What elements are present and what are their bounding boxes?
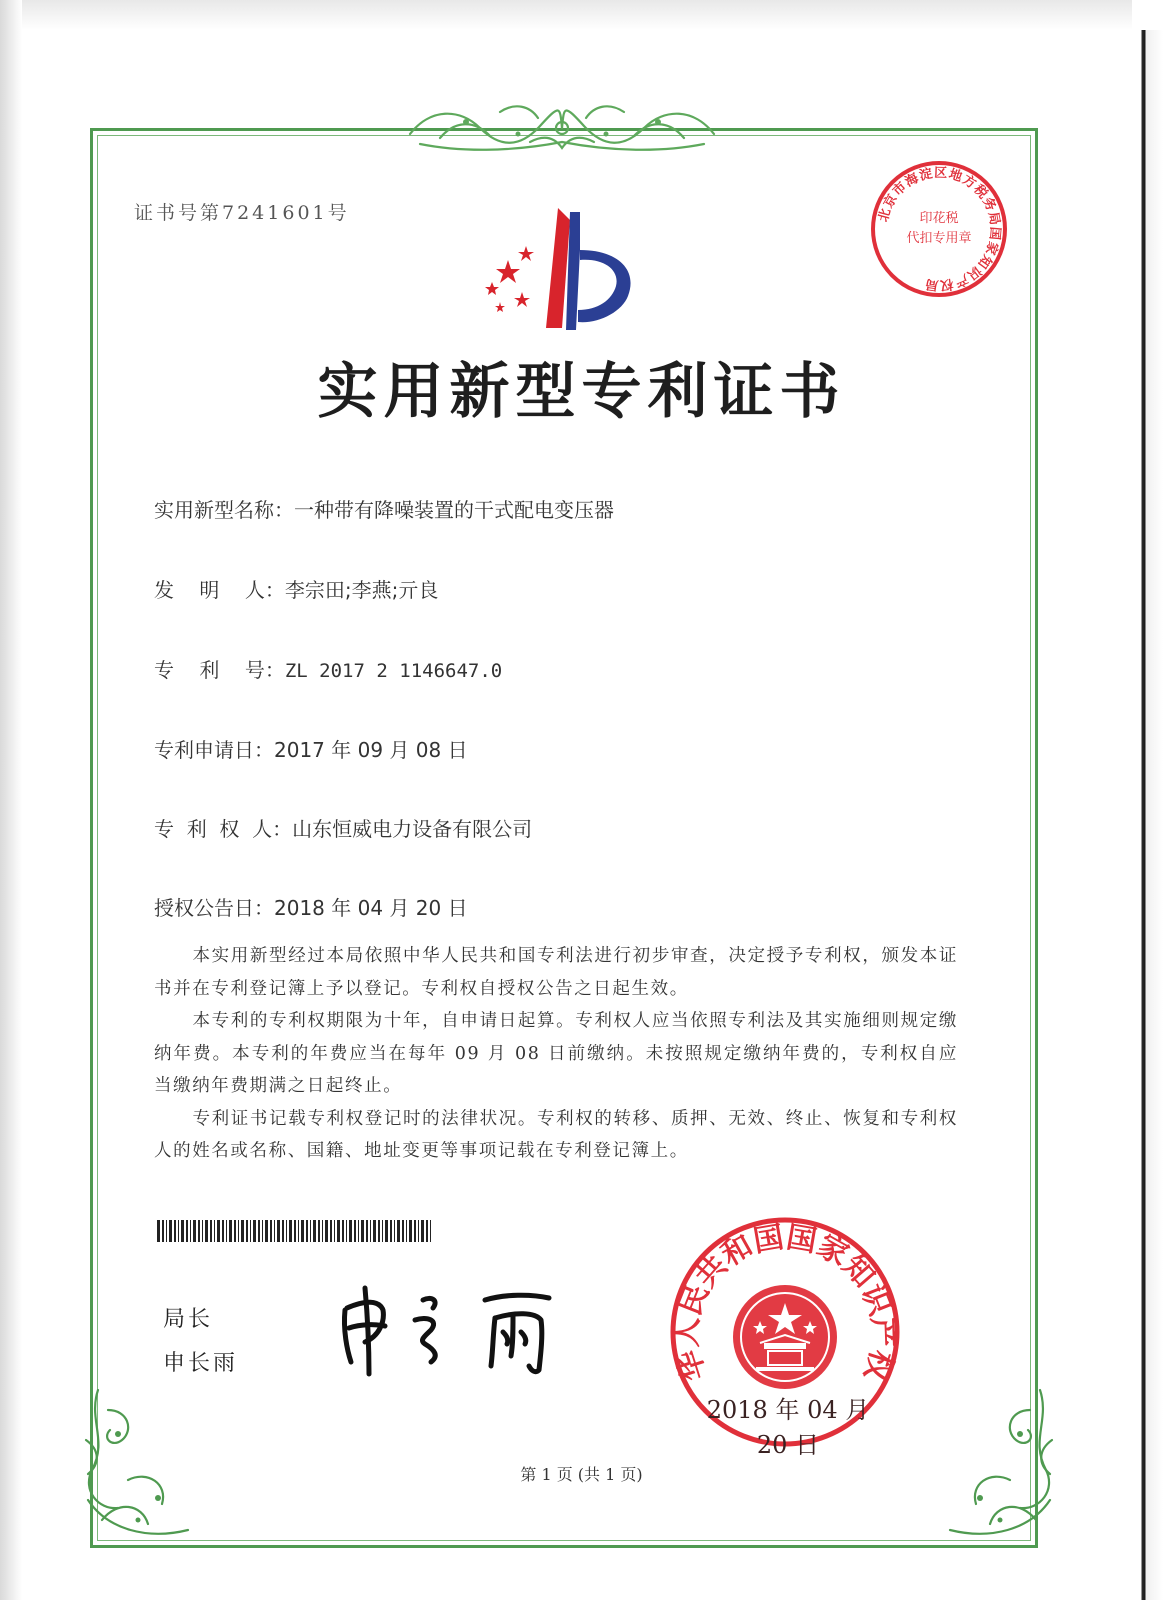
field-grant-announcement-date bbox=[154, 892, 468, 921]
barcode-bar bbox=[193, 1220, 196, 1242]
barcode-bar bbox=[214, 1220, 215, 1242]
field-label: 专 利 权 人： bbox=[154, 817, 293, 841]
barcode-bar bbox=[238, 1220, 239, 1242]
barcode-bar bbox=[169, 1220, 172, 1242]
barcode-bar bbox=[373, 1220, 376, 1242]
barcode-bar bbox=[178, 1220, 179, 1242]
barcode-bar bbox=[198, 1220, 200, 1242]
barcode-bar bbox=[157, 1220, 160, 1242]
barcode-bar bbox=[277, 1220, 280, 1242]
field-patentee bbox=[154, 813, 532, 842]
field-application-date bbox=[154, 734, 468, 763]
body-paragraph: 本专利的专利权期限为十年，自申请日起算。专利权人应当依照专利法及其实施细则规定缴纳年费。本专利的年费应当在每年 09 月 08 日前缴纳。未按照规定缴纳年费的，专利权自应当缴纳年费期满之日起终止。 bbox=[154, 1011, 958, 1096]
barcode-bar bbox=[202, 1220, 203, 1242]
barcode-bar bbox=[234, 1220, 236, 1242]
barcode-bar bbox=[318, 1220, 320, 1242]
barcode-bar bbox=[253, 1220, 256, 1242]
certificate-title: 实用新型专利证书 bbox=[317, 357, 846, 427]
field-utility-model-name bbox=[154, 494, 614, 523]
barcode-bar bbox=[337, 1220, 340, 1242]
top-scroll-ornament bbox=[400, 98, 724, 160]
barcode-bar bbox=[298, 1220, 299, 1242]
barcode-bar bbox=[385, 1220, 388, 1242]
seal-date: 2018 年 04 月 20 日 bbox=[706, 1396, 870, 1459]
barcode-bar bbox=[286, 1220, 287, 1242]
barcode-bar bbox=[222, 1220, 224, 1242]
barcode-bar bbox=[414, 1220, 416, 1242]
body-paragraph: 本实用新型经过本局依照中华人民共和国专利法进行初步审查，决定授予专利权，颁发本证书并在专利登记簿上予以登记。专利权自授权公告之日起生效。 bbox=[154, 946, 958, 999]
national-emblem-icon bbox=[733, 1285, 837, 1389]
barcode-bar bbox=[361, 1220, 364, 1242]
barcode-bar bbox=[186, 1220, 188, 1242]
page-number: 第 1 页 (共 1 页) bbox=[520, 1465, 643, 1484]
barcode-bar bbox=[382, 1220, 383, 1242]
barcode-bar bbox=[181, 1220, 184, 1242]
certificate-body-text bbox=[154, 940, 958, 1168]
barcode-bar bbox=[282, 1220, 284, 1242]
barcode-bar bbox=[406, 1220, 407, 1242]
barcode-bar bbox=[246, 1220, 248, 1242]
barcode-bar bbox=[262, 1220, 263, 1242]
barcode-bar bbox=[274, 1220, 275, 1242]
body-paragraph: 专利证书记载专利权登记时的法律状况。专利权的转移、质押、无效、终止、恢复和专利权人的姓名或名称、国籍、地址变更等事项记载在专利登记簿上。 bbox=[154, 1108, 958, 1161]
field-value: 2017 年 09 月 08 日 bbox=[274, 738, 468, 762]
field-label: 授权公告日： bbox=[154, 896, 274, 920]
scan-right-shadow bbox=[1133, 30, 1163, 1600]
field-patent-number bbox=[154, 654, 502, 683]
barcode-bar bbox=[421, 1220, 424, 1242]
scan-top-shade bbox=[22, 0, 1132, 30]
field-label: 实用新型名称： bbox=[154, 498, 294, 522]
patent-office-logo bbox=[478, 200, 648, 335]
barcode-bar bbox=[289, 1220, 292, 1242]
barcode-bar bbox=[270, 1220, 272, 1242]
barcode bbox=[157, 1220, 435, 1242]
director-name: 申长雨 bbox=[163, 1351, 239, 1376]
barcode-bar bbox=[162, 1220, 164, 1242]
barcode-bar bbox=[418, 1220, 419, 1242]
svg-text:中华人民共和国国家知识产权局: 华人民共和国国家知识产权 bbox=[669, 1219, 901, 1385]
director-signature bbox=[335, 1270, 575, 1380]
barcode-bar bbox=[241, 1220, 244, 1242]
director-title: 局长 bbox=[163, 1307, 214, 1332]
field-value: 山东恒威电力设备有限公司 bbox=[292, 817, 533, 841]
field-inventors bbox=[154, 574, 438, 603]
field-label: 专利申请日： bbox=[154, 738, 274, 762]
barcode-bar bbox=[402, 1220, 404, 1242]
barcode-bar bbox=[210, 1220, 212, 1242]
barcode-bar bbox=[174, 1220, 176, 1242]
barcode-bar bbox=[301, 1220, 304, 1242]
barcode-bar bbox=[294, 1220, 296, 1242]
barcode-bar bbox=[229, 1220, 232, 1242]
field-label: 发 明 人： bbox=[154, 578, 285, 602]
field-value: 2018 年 04 月 20 日 bbox=[274, 896, 468, 920]
barcode-bar bbox=[226, 1220, 227, 1242]
svg-text:印花税: 印花税 bbox=[919, 211, 959, 226]
barcode-bar bbox=[397, 1220, 400, 1242]
barcode-bar bbox=[426, 1220, 428, 1242]
barcode-bar bbox=[166, 1220, 167, 1242]
svg-text:代扣专用章: 代扣专用章 bbox=[906, 231, 972, 246]
barcode-bar bbox=[358, 1220, 359, 1242]
field-value: ZL 2017 2 1146647.0 bbox=[284, 660, 503, 682]
barcode-bar bbox=[430, 1220, 431, 1242]
svg-text:北京市海淀区地方税务局国家知识产权局: 北京市海淀区地方税务局国家知识产权局 bbox=[876, 165, 1003, 293]
barcode-bar bbox=[334, 1220, 335, 1242]
barcode-bar bbox=[313, 1220, 316, 1242]
barcode-bar bbox=[306, 1220, 308, 1242]
field-label: 专 利 号： bbox=[154, 658, 285, 682]
barcode-bar bbox=[310, 1220, 311, 1242]
barcode-bar bbox=[265, 1220, 268, 1242]
field-value: 一种带有降噪装置的干式配电变压器 bbox=[294, 498, 614, 522]
certificate-number: 证书号第7241601号 bbox=[134, 202, 350, 224]
barcode-bar bbox=[378, 1220, 380, 1242]
barcode-bar bbox=[370, 1220, 371, 1242]
barcode-bar bbox=[217, 1220, 220, 1242]
barcode-bar bbox=[409, 1220, 412, 1242]
barcode-bar bbox=[190, 1220, 191, 1242]
barcode-bar bbox=[205, 1220, 208, 1242]
barcode-bar bbox=[250, 1220, 251, 1242]
barcode-bar bbox=[366, 1220, 368, 1242]
barcode-bar bbox=[330, 1220, 332, 1242]
barcode-bar bbox=[349, 1220, 352, 1242]
tax-stamp-seal bbox=[868, 158, 1010, 300]
barcode-bar bbox=[342, 1220, 344, 1242]
barcode-bar bbox=[390, 1220, 392, 1242]
barcode-bar bbox=[325, 1220, 328, 1242]
barcode-bar bbox=[346, 1220, 347, 1242]
barcode-bar bbox=[354, 1220, 356, 1242]
field-value: 李宗田;李燕;亓良 bbox=[284, 578, 439, 602]
barcode-bar bbox=[394, 1220, 395, 1242]
barcode-bar bbox=[322, 1220, 323, 1242]
barcode-bar bbox=[258, 1220, 260, 1242]
scan-left-shadow bbox=[0, 0, 22, 1600]
